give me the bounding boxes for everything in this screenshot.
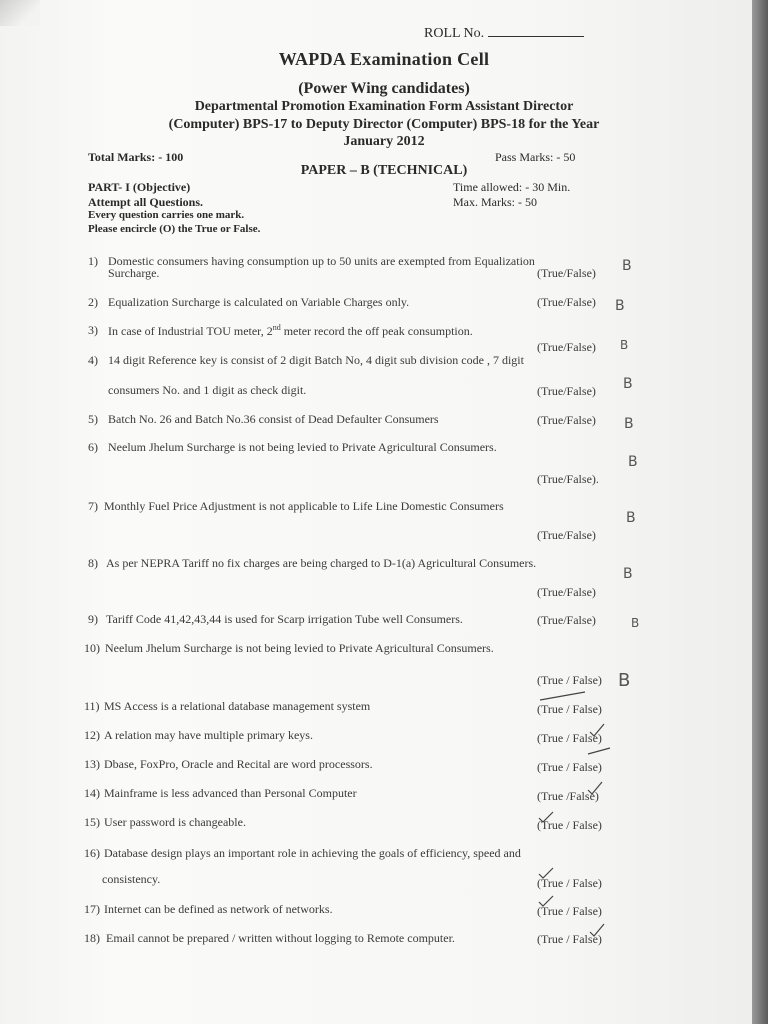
roll-number-label: ROLL No. <box>424 26 485 41</box>
question-text: A relation may have multiple primary keys. <box>104 728 313 742</box>
question-number: 14) <box>84 786 100 800</box>
pass-marks: Pass Marks: - 50 <box>495 150 576 164</box>
handwritten-underline <box>540 692 585 700</box>
question-text: Neelum Jhelum Surcharge is not being levied to Private Agricultural Consumers. <box>108 440 497 454</box>
question-number: 8) <box>88 556 98 570</box>
paper-title: PAPER – B (TECHNICAL) <box>300 163 468 178</box>
handwritten-answer: B <box>626 510 636 526</box>
true-false-option[interactable]: (True/False) <box>537 266 596 280</box>
question-text: 14 digit Reference key is consist of 2 digit Batch No, 4 digit sub division code , 7 digit <box>108 353 524 367</box>
true-false-option[interactable]: (True / False) <box>537 876 602 890</box>
exam-title-line2: (Computer) BPS-17 to Deputy Director (Computer) BPS-18 for the Year <box>168 117 600 132</box>
question-text: Email cannot be prepared / written without logging to Remote computer. <box>106 931 455 945</box>
ordinal-suffix: nd <box>272 323 281 332</box>
roll-number-field <box>424 24 584 42</box>
true-false-option[interactable]: (True / False) <box>537 932 602 946</box>
question-number: 12) <box>84 728 100 742</box>
exam-title-line3: January 2012 <box>343 134 425 149</box>
question-text-continued: Surcharge. <box>108 266 160 280</box>
question-text <box>108 323 473 339</box>
handwritten-underline <box>588 748 610 754</box>
handwritten-answer: B <box>615 298 625 314</box>
question-text: Dbase, FoxPro, Oracle and Recital are word processors. <box>104 757 373 771</box>
true-false-option[interactable]: (True / False) <box>537 731 602 745</box>
true-false-option[interactable]: (True/False) <box>537 585 596 599</box>
question-text-continued: consistency. <box>102 872 161 886</box>
handwritten-answer: B <box>618 670 631 691</box>
question-text: Batch No. 26 and Batch No.36 consist of Dead Defaulter Consumers <box>108 412 439 426</box>
question-number: 15) <box>84 815 100 829</box>
question-number: 3) <box>88 323 98 337</box>
question-text-continued: consumers No. and 1 digit as check digit. <box>108 383 307 397</box>
question-text: As per NEPRA Tariff no fix charges are being charged to D-1(a) Agricultural Consumers. <box>106 556 537 570</box>
true-false-option[interactable]: (True/False) <box>537 613 596 627</box>
max-marks: Max. Marks: - 50 <box>453 195 537 209</box>
question-text: Database design plays an important role in achieving the goals of efficiency, speed and <box>104 846 521 860</box>
organization-title: WAPDA Examination Cell <box>278 49 490 69</box>
scan-background-edge <box>752 0 768 1024</box>
instruction-encircle: Please encircle (O) the True or False. <box>88 223 261 235</box>
true-false-option[interactable]: (True / False) <box>537 818 602 832</box>
time-allowed: Time allowed: - 30 Min. <box>453 180 571 194</box>
question-number: 7) <box>88 499 98 513</box>
question-text-part: meter record the off peak consumption. <box>280 324 473 338</box>
question-number: 4) <box>88 353 98 367</box>
true-false-option[interactable]: (True/False). <box>537 472 599 486</box>
true-false-option[interactable]: (True / False) <box>537 702 602 716</box>
handwritten-answer: B <box>623 376 633 392</box>
true-false-option[interactable]: (True/False) <box>537 384 596 398</box>
true-false-option[interactable]: (True / False) <box>537 673 602 687</box>
question-text: Equalization Surcharge is calculated on Variable Charges only. <box>108 295 410 309</box>
roll-number-blank <box>488 24 584 37</box>
question-number: 5) <box>88 412 98 426</box>
question-number: 17) <box>84 902 100 916</box>
true-false-option[interactable]: (True /False) <box>537 789 599 803</box>
handwritten-answer: B <box>620 338 629 352</box>
exam-title-line1: Departmental Promotion Examination Form Assistant Director <box>194 99 574 114</box>
handwritten-answer: B <box>624 416 634 432</box>
handwritten-answer: B <box>628 454 638 470</box>
handwritten-answer: B <box>623 566 633 582</box>
question-number: 9) <box>88 612 98 626</box>
question-text: Monthly Fuel Price Adjustment is not applicable to Life Line Domestic Consumers <box>104 499 504 513</box>
question-text-part: In case of Industrial TOU meter, 2 <box>108 324 273 338</box>
true-false-option[interactable]: (True/False) <box>537 295 596 309</box>
question-number: 11) <box>84 699 100 713</box>
question-number: 2) <box>88 295 98 309</box>
wing-subtitle: (Power Wing candidates) <box>298 80 470 97</box>
true-false-option[interactable]: (True/False) <box>537 340 596 354</box>
question-text: Domestic consumers having consumption up to 50 units are exempted from Equalization <box>108 254 535 268</box>
true-false-option[interactable]: (True / False) <box>537 904 602 918</box>
question-number: 13) <box>84 757 100 771</box>
instruction-one-mark: Every question carries one mark. <box>88 209 245 221</box>
true-false-option[interactable]: (True/False) <box>537 413 596 427</box>
part-label: PART- I (Objective) <box>88 180 191 194</box>
attempt-all: Attempt all Questions. <box>88 195 203 209</box>
question-number: 1) <box>88 254 98 268</box>
handwritten-answer: B <box>631 616 640 630</box>
question-number: 10) <box>84 641 100 655</box>
question-text: Neelum Jhelum Surcharge is not being levied to Private Agricultural Consumers. <box>105 641 494 655</box>
total-marks: Total Marks: - 100 <box>88 150 184 164</box>
paper-corner-stain <box>0 0 40 26</box>
question-text: Tariff Code 41,42,43,44 is used for Scarp irrigation Tube well Consumers. <box>106 612 463 626</box>
question-number: 16) <box>84 846 100 860</box>
question-number: 18) <box>84 931 100 945</box>
question-text: MS Access is a relational database management system <box>104 699 371 713</box>
question-text: User password is changeable. <box>104 815 246 829</box>
question-number: 6) <box>88 440 98 454</box>
question-text: Internet can be defined as network of networks. <box>104 902 333 916</box>
question-text: Mainframe is less advanced than Personal Computer <box>104 786 357 800</box>
true-false-option[interactable]: (True / False) <box>537 760 602 774</box>
true-false-option[interactable]: (True/False) <box>537 528 596 542</box>
handwritten-answer: B <box>622 258 632 274</box>
